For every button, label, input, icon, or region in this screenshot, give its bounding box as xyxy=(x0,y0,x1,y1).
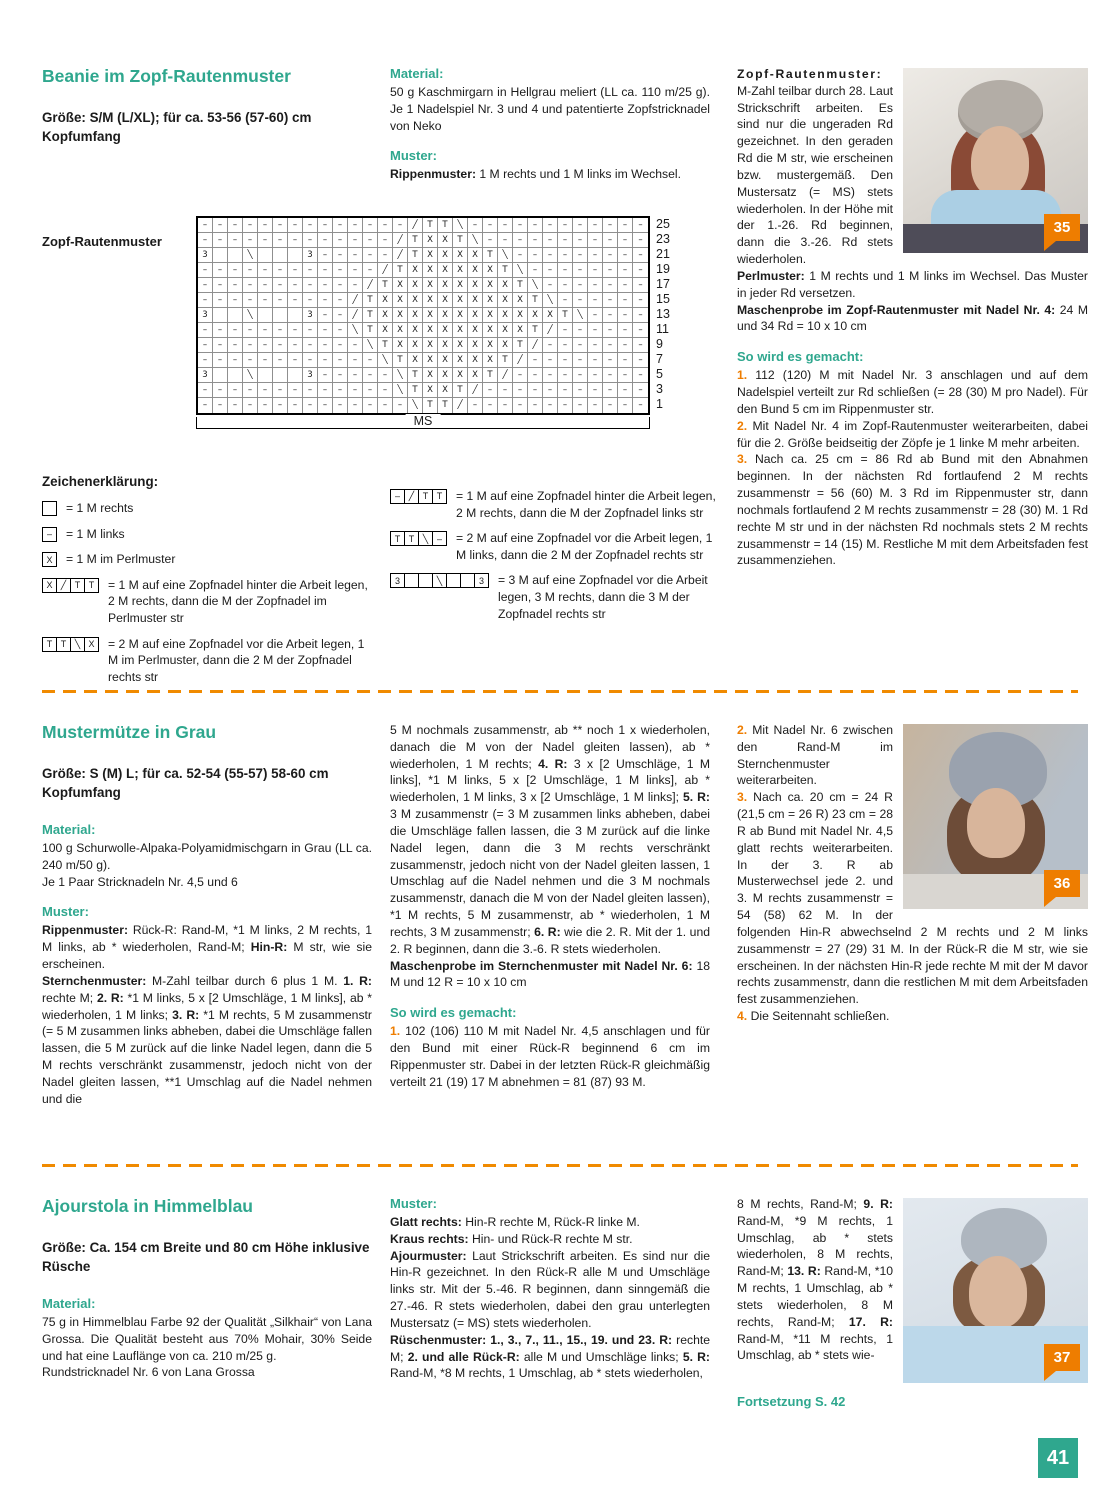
muster-heading: Muster: xyxy=(390,1196,437,1211)
legend-text: = 1 M auf eine Zopfnadel hinter die Arbeit legen, 2 M rechts, dann die M der Zopfnadel links str xyxy=(456,489,716,520)
legend-item xyxy=(42,500,377,517)
muster-continuation xyxy=(390,722,710,991)
stitch-symbol xyxy=(42,501,56,516)
legend-text: = 3 M auf eine Zopfnadel vor die Arbeit legen, 3 M rechts, dann die 3 M der Zopfnadel rechts str xyxy=(498,573,708,621)
paragraph: 3. Nach ca. 20 cm = 24 R (21,5 cm = 26 R) 23 cm = 28 R ab Bund mit Nadel Nr. 4,5 glatt rechts weiterarbeiten. In der 3. R ab Musterwechsel jede 2. und 3. M rechts zusammenstr = 54 (58) 62 M. In der folgenden Hin-R abwechselnd 2 M rechts und 2 M links zusammenstr = 27 (29) 31 M. In der Rück-R die M str, wie sie erscheinen. In der nächsten Hin-R jede rechte M mit der M davor rechts zusammenstr, dann die restlichen M mit dem Arbeitsfaden fest zusammenziehen. xyxy=(737,790,1088,1007)
legend-text: = 1 M rechts xyxy=(66,501,134,515)
paragraph: 3. Nach ca. 25 cm = 86 Rd ab Bund mit den Abnahmen beginnen. In der nächsten Rd fortlaufend 2 M rechts zusammenstr = 56 (60) M. 3 Rd im Rippenmuster str, dann nochmals fortlaufend 2 M rechts zusammenstr = 28 (30) M. 1 Rd rechte M str und in der nächsten Rd nochmals stets 2 M rechts zusammenstr = 14 (15) M. Restliche M mit dem Arbeitsfaden fest zusammenziehen. xyxy=(737,452,1088,568)
section-separator xyxy=(42,1164,1078,1167)
face-shape xyxy=(971,126,1029,198)
paragraph: 5 M nochmals zusammenstr, ab ** noch 1 x wiederholen, danach die M von der Nadel gleiten lassen), ab * wiederholen, 1 M rechts; 4. R: 3 x [2 Umschläge, 1 M links], *1 M links, 5 x [2 Umschläge, 1 M links], ab * wiederholen, 1 M links, 3 x [2 Umschläge, 1 M links]; 5. R: 3 M zusammenstr (= 3 M zusammen links abheben, dabei die Umschläge fallen lassen, die 3 M zurück auf die linke Nadel legen, dann die 3 M rechts verschränkt zusammenstr, jedoch nicht von der Nadel gleiten lassen, 1 Umschlag auf die Nadel nehmen und die 3 M nochmals zusammenstr, danach die M von der Nadel gleiten lassen), *1 M rechts, 5 M zusammenstr, ab * wiederholen, 1 M rechts, 3 M zusammenstr; 6. R: wie die 2. R. Mit der 1. und 2. R beginnen, dann die 3.-6. R stets wiederholen. xyxy=(390,723,711,956)
material-text xyxy=(42,1314,372,1381)
chart-label: Zopf-Rautenmuster xyxy=(42,234,162,249)
legend-item xyxy=(390,530,720,563)
photo-model-stole xyxy=(903,1198,1088,1383)
section2-size: Größe: S (M) L; für ca. 52-54 (55-57) 58-60 cm Kopfumfang xyxy=(42,766,329,801)
paragraph: 50 g Kaschmirgarn in Hellgrau meliert (LL ca. 110 m/25 g). Je 1 Nadelspiel Nr. 3 und 4 und patentierte Zopfstricknadel von Neko xyxy=(390,85,710,133)
photo-model-hat-grey xyxy=(903,724,1088,909)
legend-item xyxy=(42,551,377,568)
material-text xyxy=(42,840,372,890)
muster-heading: Muster: xyxy=(42,904,89,920)
face-shape xyxy=(967,788,1025,858)
paragraph: Rippenmuster: Rück-R: Rand-M, *1 M links, 2 M rechts, 1 M links, ab * wiederholen, Rand-M; Hin-R: M str, wie sie erscheinen. xyxy=(42,923,372,972)
legend-middle-column xyxy=(390,488,720,631)
knitting-chart xyxy=(196,216,670,429)
legend-item xyxy=(42,636,377,686)
paragraph: 8 M rechts, Rand-M; 9. R: Rand-M, *9 M rechts, 1 Umschlag, ab * stets wiederholen, 8 M rechts, Rand-M; 13. R: Rand-M, *10 M rechts, 1 Umschlag, ab * stets wiederholen, 8 M rechts, Rand-M; 17. R: Rand-M, *11 M rechts, 1 Umschlag, ab * stets wie- xyxy=(737,1197,893,1363)
section2-left-column xyxy=(42,822,372,1108)
section-separator xyxy=(42,690,1078,693)
paragraph: 1. 102 (106) 110 M mit Nadel Nr. 4,5 anschlagen und für den Bund mit einer Rück-R beginnend 6 cm im Rippenmuster str. Dabei in der letzten Rück-R gleichmäßig verteilt 21 (19) 17 M abnehmen = 81 (87) 93 M. xyxy=(390,1024,710,1089)
paragraph: 100 g Schurwolle-Alpaka-Polyamidmischgarn in Grau (LL ca. 240 m/50 g). xyxy=(42,841,372,872)
photo-number-tag: 36 xyxy=(1044,870,1080,897)
muster-text xyxy=(390,1214,710,1382)
section1-title: Beanie im Zopf-Rautenmuster xyxy=(42,66,291,86)
paragraph: Rundstricknadel Nr. 6 von Lana Grossa xyxy=(42,1365,255,1380)
paragraph: 4. Die Seitennaht schließen. xyxy=(737,1009,890,1024)
instruction-steps xyxy=(390,1023,710,1090)
legend-item xyxy=(42,577,377,627)
legend-item xyxy=(390,488,720,521)
paragraph: 75 g in Himmelblau Farbe 92 der Qualität „Silkhair“ von Lana Grossa. Die Qualität besteht aus 70% Mohair, 30% Seide und hat eine Lauflänge von ca. 210 m/25 g. xyxy=(42,1315,372,1363)
section1-size: Größe: S/M (L/XL); für ca. 53-56 (57-60) cm Kopfumfang xyxy=(42,110,312,145)
muster-heading: Muster: xyxy=(390,148,437,164)
paragraph: Glatt rechts: Hin-R rechte M, Rück-R linke M. xyxy=(390,1215,640,1229)
photo-number-tag: 37 xyxy=(1044,1344,1080,1371)
face-shape xyxy=(969,1256,1027,1328)
legend-text: = 1 M im Perlmuster xyxy=(66,552,176,567)
stitch-symbol: T T ╲ X xyxy=(42,637,98,652)
photo-model-beanie xyxy=(903,68,1088,253)
section1-right-column xyxy=(737,66,1088,569)
legend-item xyxy=(42,526,377,543)
instruction-steps xyxy=(737,367,1088,569)
paragraph: 1. 112 (120) M mit Nadel Nr. 3 anschlagen und auf dem Nadelspiel verteilt zur Rd schließen (= 28 (30) M pro Nadel). Für den Bund 5 cm im Rippenmuster str. xyxy=(737,368,1088,416)
legend-text: = 2 M auf eine Zopfnadel vor die Arbeit legen, 1 M links, dann die 2 M der Zopfnadel rechts str xyxy=(456,531,713,562)
legend-left-column xyxy=(42,500,377,694)
paragraph: Kraus rechts: Hin- und Rück-R rechte M str. xyxy=(390,1231,633,1246)
stitch-symbol: X ╱ T T xyxy=(42,578,98,593)
stitch-symbol: 3 ╲ 3 xyxy=(390,573,488,588)
paragraph: Sternchenmuster: M-Zahl teilbar durch 6 plus 1 M. 1. R: rechte M; 2. R: *1 M links, 5 x [2 Umschläge, 1 M links], ab * wiederholen, 1 M links; 3. R: *1 M rechts, 5 M zusammenstr (= 5 M zusammen links abheben, dabei die Umschläge fallen lassen, die 5 M zurück auf die linke Nadel legen, dann die 5 M rechts verschränkt zusammenstr, jedoch nicht von der Nadel gleiten lassen, **1 Umschlag auf die Nadel nehmen und die xyxy=(42,973,373,1106)
material-text xyxy=(390,84,710,134)
photo-number-tag: 35 xyxy=(1044,214,1080,241)
muster-text xyxy=(42,922,372,1107)
section2-middle-column xyxy=(390,722,710,1091)
paragraph: Maschenprobe im Sternchenmuster mit Nadel Nr. 6: 18 M und 12 R = 10 x 10 cm xyxy=(390,958,710,990)
legend-item xyxy=(390,572,720,622)
paragraph: Je 1 Paar Stricknadeln Nr. 4,5 und 6 xyxy=(42,874,238,889)
paragraph: Zopf-Rautenmuster: M-Zahl teilbar durch 28. Laut Strickschrift arbeiten. Es sind nur die ungeraden Rd gezeichnet. In den geraden Rd die M str, wie erscheinen bzw. mustergemäß. Den Mustersatz (= MS) stets wiederholen. In der Höhe mit der 1.-26. Rd beginnen, dann die 3.-26. Rd stets wiederholen. xyxy=(737,67,893,267)
legend-heading: Zeichenerklärung: xyxy=(42,474,159,489)
legend-text: = 1 M auf eine Zopfnadel hinter die Arbeit legen, 2 M rechts, dann die M der Zopfnadel im Perlmuster str xyxy=(108,577,368,625)
chart-ms-bracket xyxy=(196,414,650,429)
stitch-symbol: – xyxy=(42,527,56,542)
muster-text xyxy=(390,166,710,183)
stitch-symbol: T T ╲ – xyxy=(390,531,446,546)
paragraph: Perlmuster: 1 M rechts und 1 M links im Wechsel. Das Muster in jeder Rd versetzen. xyxy=(737,268,1088,300)
paragraph: Maschenprobe im Zopf-Rautenmuster mit Nadel Nr. 4: 24 M und 34 Rd = 10 x 10 cm xyxy=(737,302,1088,334)
howto-heading: So wird es gemacht: xyxy=(390,1005,517,1021)
section3-middle-column xyxy=(390,1196,710,1382)
section1-material-column xyxy=(390,66,710,183)
stitch-symbol: X xyxy=(42,552,56,567)
legend-text: = 2 M auf eine Zopfnadel vor die Arbeit legen, 1 M im Perlmuster, dann die 2 M der Zopfnadel rechts str xyxy=(108,636,365,684)
section3-size: Größe: Ca. 154 cm Breite und 80 cm Höhe inklusive Rüsche xyxy=(42,1240,370,1275)
chart-row-numbers: 25 23 21 19 17 15 13 11 9 7 5 3 1 xyxy=(656,217,670,411)
section3-title: Ajourstola in Himmelblau xyxy=(42,1196,253,1216)
section2-title: Mustermütze in Grau xyxy=(42,722,217,742)
page-number: 41 xyxy=(1038,1438,1078,1478)
section2-right-column xyxy=(737,722,1088,1025)
paragraph: Ajourmuster: Laut Strickschrift arbeiten. Es sind nur die Hin-R gezeichnet. In den Rück-R alle M und Umschläge links str. Mit der 5.-46. R beginnen, dann sinngemäß die 27.-46. R stets wiederholen, dabei den grau unterlegten Mustersatz (= MS) stets wiederholen. xyxy=(390,1248,710,1330)
paragraph: 2. Mit Nadel Nr. 6 zwischen den Rand-M im Sternchenmuster weiterarbeiten. xyxy=(737,723,893,788)
section3-right-column xyxy=(737,1196,1088,1412)
paragraph: Rippenmuster: 1 M rechts und 1 M links im Wechsel. xyxy=(390,167,682,182)
paragraph: 2. Mit Nadel Nr. 4 im Zopf-Rautenmuster weiterarbeiten, dabei für die 2. Größe beidseitig der Zöpfe je 1 linke M mehr arbeiten. xyxy=(737,418,1088,450)
material-heading: Material: xyxy=(390,66,444,81)
continuation-note: Fortsetzung S. 42 xyxy=(737,1394,846,1410)
stitch-symbol: – ╱ T T xyxy=(390,489,446,504)
paragraph: Rüschenmuster: 1., 3., 7., 11., 15., 19. und 23. R: rechte M; 2. und alle Rück-R: alle M und Umschläge links; 5. R: Rand-M, *8 M rechts, 1 Umschlag, ab * stets wiederholen, xyxy=(390,1332,711,1381)
section3-left-column xyxy=(42,1296,372,1381)
ms-label: MS xyxy=(406,414,441,428)
material-heading: Material: xyxy=(42,822,96,837)
chart-grid: – – – – – – – – – – – – – – ╱ T T ╲ – – – – – – – – – – – – – – – – – – – – – – – – – ╱ T X X T ╲ – – – – – – – – – – – 3 ╲ 3 – – – – – ╱ T X X X X T ╲ – – – – – – – – – – – – – – – – – – – – – ╱ T X X X X X X T ╲ – – – – – – – – – – – – – – – – – – – ╱ T X X X X X X X X T ╲ – – – – – – – – – – – – – – – – – ╱ T X X X X X X X X X X T ╲ – – – – – – 3 ╲ 3 – – ╱ T X X X X X X X X X X X X T ╲ – – – – – – – – – – – – – – ╲ T X X X X X X X X X X T ╱ – – – – – – – – – – – – – – – – – ╲ T X X X X X X X X T ╱ – – – – – – – – – – – – – – – – – – – ╲ T X X X X X X T ╱ – – – – – – – – 3 ╲ 3 – – – – – ╲ T X X X X T ╱ – – – – – – – – – – – – – – – – – – – – – – ╲ T X X T ╱ – – – – – – – – – – – – – – – – – – – – – – – – – ╲ T T ╱ – – – – – – – – – – – – xyxy=(196,216,650,415)
material-heading: Material: xyxy=(42,1296,96,1311)
legend-text: = 1 M links xyxy=(66,526,125,541)
howto-heading: So wird es gemacht: xyxy=(737,349,864,365)
